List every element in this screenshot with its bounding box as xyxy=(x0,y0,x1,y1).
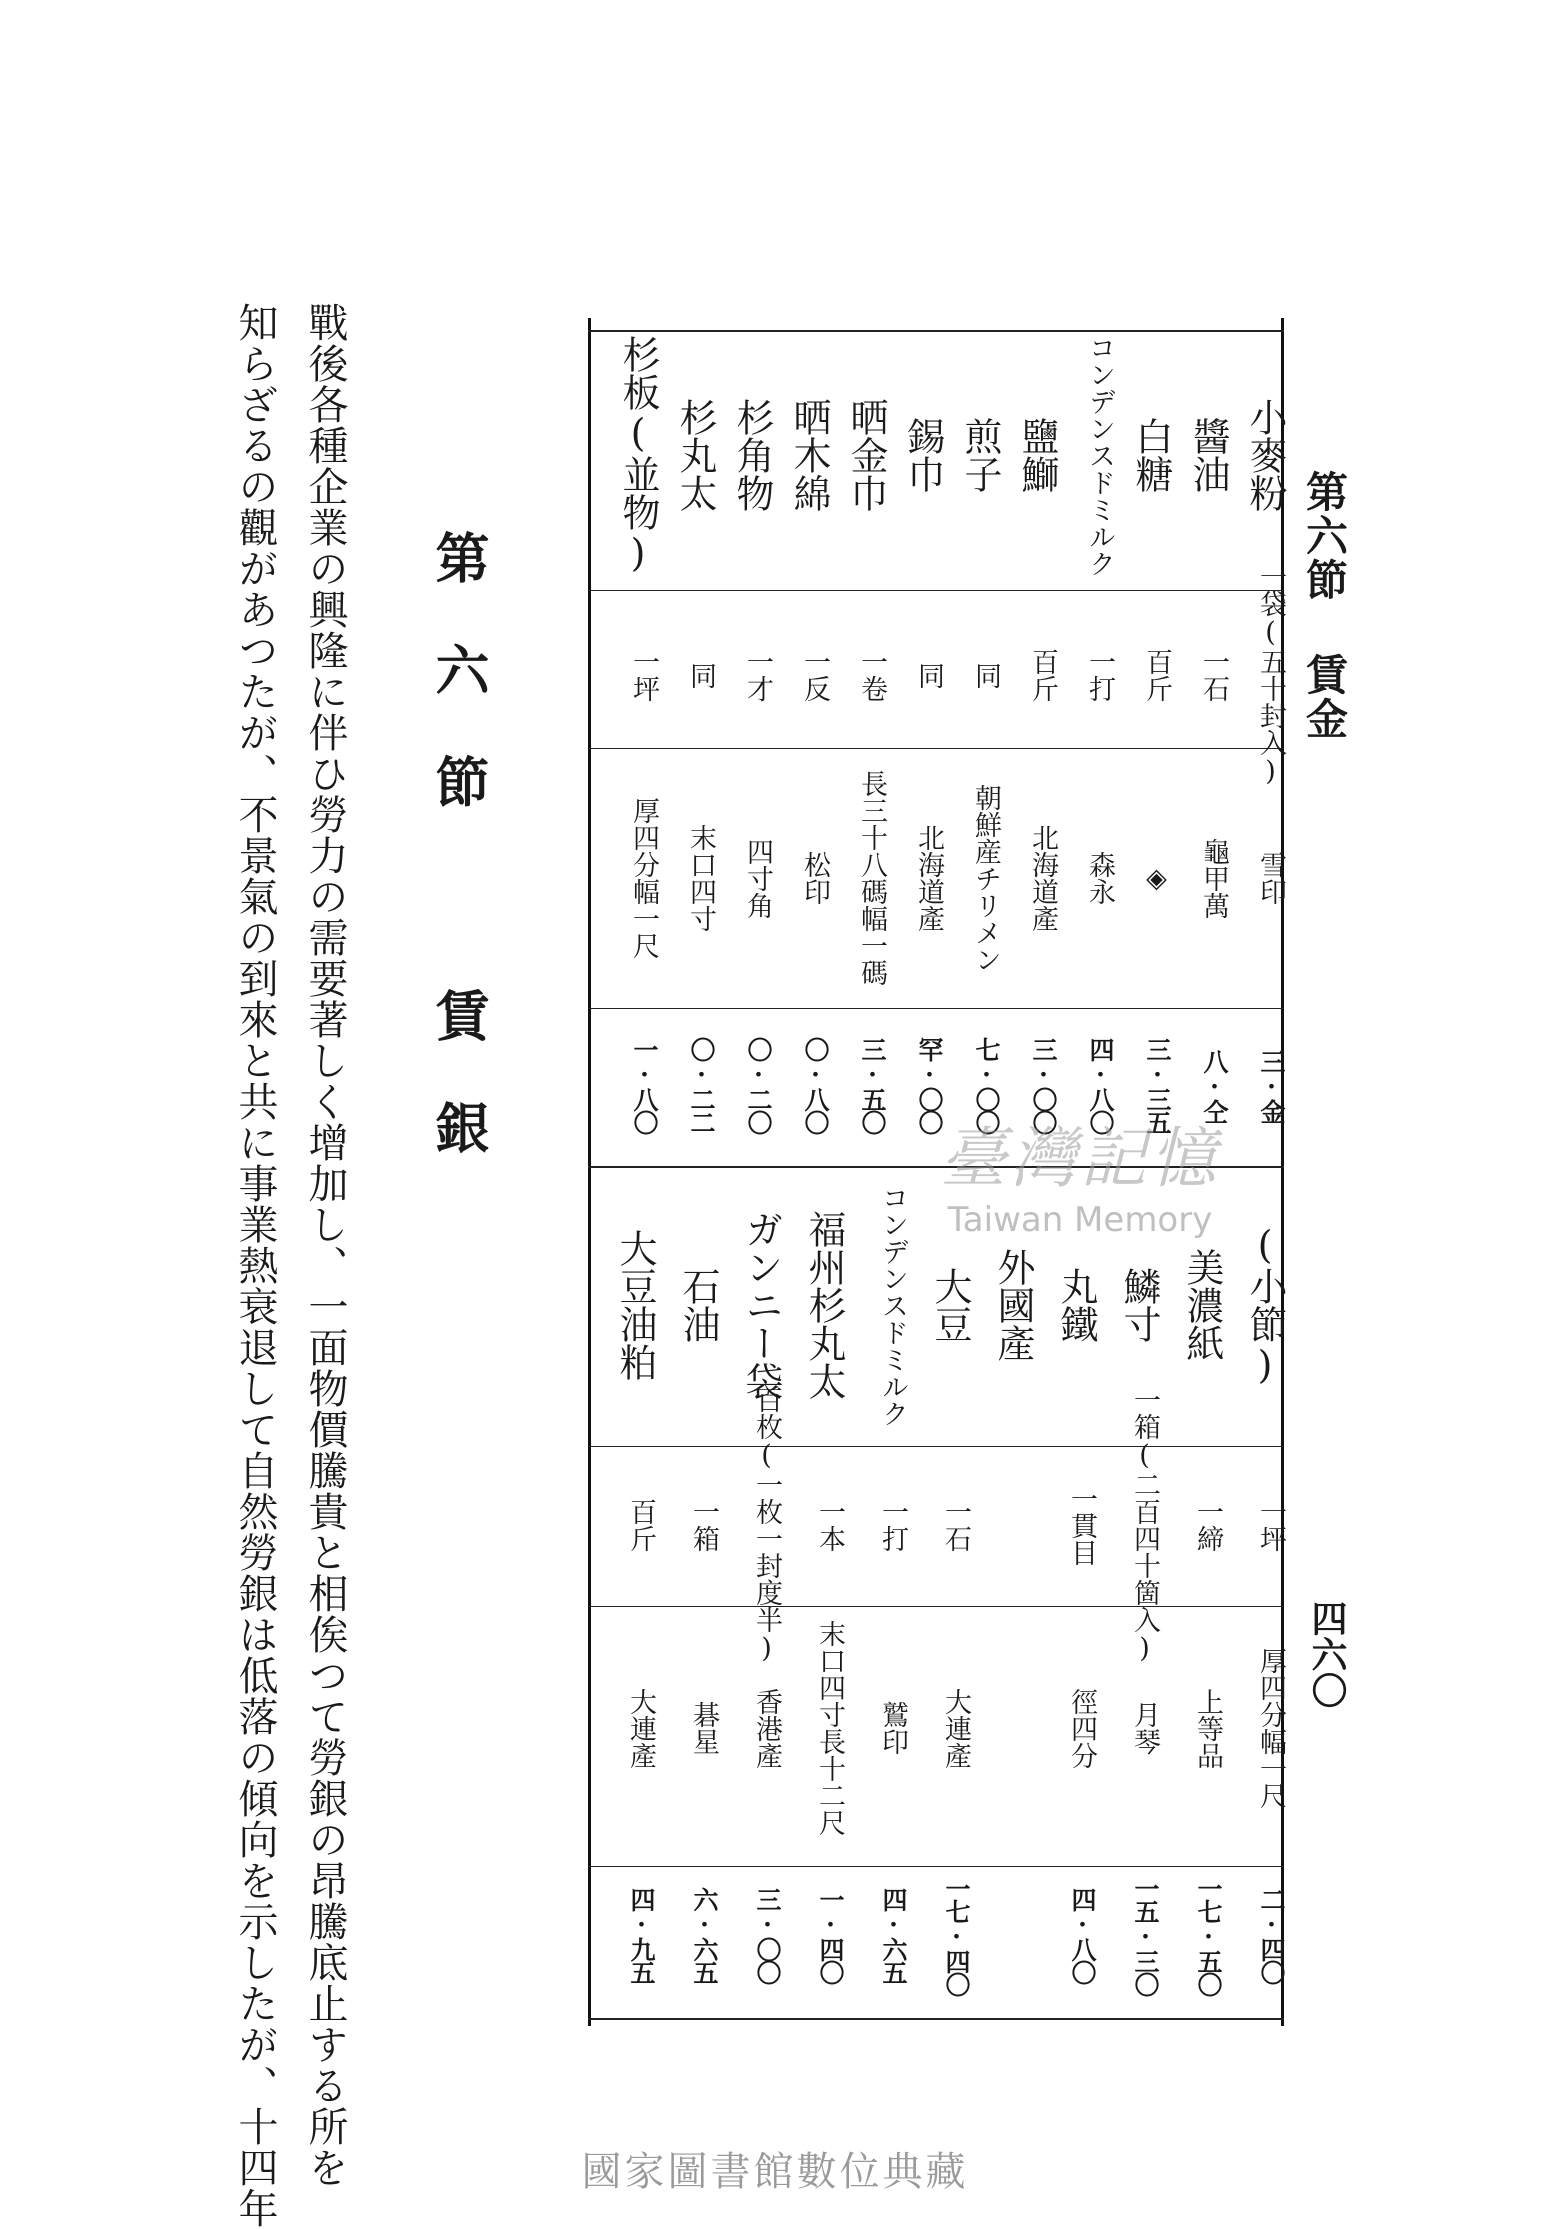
item-price: 八·仝 xyxy=(1200,1048,1229,1122)
item-unit: 百斤 xyxy=(625,1498,656,1552)
item-brand: 大連產 xyxy=(625,1687,656,1769)
item-price: 一七·五〇 xyxy=(1194,1875,1223,1995)
running-head: 第六節 賃金 xyxy=(1300,470,1349,741)
item-unit: 一反 xyxy=(799,648,830,702)
item-price: 〇·八〇 xyxy=(801,1037,830,1133)
item-name: 鹽鰤 xyxy=(1015,417,1059,493)
item-name: コンデンスドミルク xyxy=(877,1183,908,1427)
table-row xyxy=(1053,330,1113,1160)
item-name: 福州杉丸太 xyxy=(802,1210,846,1400)
item-name: 大豆 xyxy=(928,1267,972,1343)
table-row xyxy=(882,330,945,1160)
item-unit: 一箱 xyxy=(688,1498,719,1552)
page-number: 四六〇 xyxy=(1306,1600,1348,1708)
item-unit: 一締 xyxy=(1192,1498,1223,1552)
item-brand: 上等品 xyxy=(1192,1687,1223,1769)
item-unit: 一袋(五十封入) xyxy=(1255,563,1286,787)
item-price: 三·五〇 xyxy=(858,1037,887,1133)
item-price: 四·八〇 xyxy=(1068,1887,1097,1983)
item-price: 一·四〇 xyxy=(816,1887,845,1983)
table-lower-half xyxy=(588,1180,1287,2015)
item-price: 一七·四〇 xyxy=(942,1875,971,1995)
item-brand: 松印 xyxy=(799,851,830,905)
item-unit: 一坪 xyxy=(628,648,659,702)
item-name: 杉丸太 xyxy=(673,398,717,512)
item-price: 〇·二二 xyxy=(687,1037,716,1133)
item-name: 美濃紙 xyxy=(1180,1248,1224,1362)
item-price: 四·八〇 xyxy=(1086,1037,1115,1133)
item-name: 錫巾 xyxy=(901,417,945,493)
item-unit: 一打 xyxy=(1084,648,1115,702)
item-unit: 一才 xyxy=(742,648,773,702)
item-name: ガンニー袋 xyxy=(739,1210,783,1400)
table-middle-rule xyxy=(588,1166,1284,1168)
item-price: 三·〇〇 xyxy=(1029,1037,1058,1133)
item-price: 三·金 xyxy=(1257,1048,1286,1122)
price-table xyxy=(588,318,1287,2026)
item-brand: 末口四寸 xyxy=(685,824,716,932)
table-row xyxy=(711,330,774,1160)
item-brand: 四寸角 xyxy=(742,837,773,919)
item-unit: 一貫目 xyxy=(1066,1484,1097,1566)
item-name: (小節) xyxy=(1243,1223,1287,1387)
item-unit: 一石 xyxy=(940,1498,971,1552)
item-brand: 香港產 xyxy=(751,1687,782,1769)
item-name: 鱗寸 xyxy=(1117,1267,1161,1343)
item-name: 杉板(並物) xyxy=(616,335,660,575)
item-name: 外國產 xyxy=(991,1248,1035,1362)
item-unit: 一坪 xyxy=(1255,1498,1286,1552)
item-brand: 北海道產 xyxy=(1027,824,1058,932)
item-name: 醬油 xyxy=(1186,417,1230,493)
watermark-title: 臺灣記憶 xyxy=(940,1120,1220,1197)
item-price: 六·六五 xyxy=(690,1887,719,1983)
item-brand: 龜甲萬 xyxy=(1198,837,1229,919)
table-row xyxy=(594,1180,657,2015)
item-unit: 一本 xyxy=(814,1498,845,1552)
item-price: 四·六五 xyxy=(879,1887,908,1983)
item-price: 七·〇〇 xyxy=(972,1037,1001,1133)
item-price: 四·九五 xyxy=(627,1887,656,1983)
table-row xyxy=(1224,1180,1287,2015)
table-row xyxy=(825,330,888,1160)
item-price: 三·三五 xyxy=(1143,1037,1172,1133)
item-unit: 同 xyxy=(685,661,716,689)
item-unit: 百斤 xyxy=(1027,648,1058,702)
table-row xyxy=(783,1180,846,2015)
item-unit: 一打 xyxy=(877,1498,908,1552)
item-unit: 一箱(二百四十箇入) xyxy=(1129,1386,1160,1664)
table-row xyxy=(654,330,717,1160)
item-name: 晒金巾 xyxy=(844,398,888,512)
item-unit: 同 xyxy=(913,661,944,689)
table-row xyxy=(768,330,831,1160)
item-brand: 長三十八碼幅一碼 xyxy=(856,770,887,986)
item-unit xyxy=(972,1450,1032,1600)
watermark-subtitle: Taiwan Memory xyxy=(947,1200,1213,1240)
item-price: 三·〇〇 xyxy=(753,1887,782,1983)
table-row xyxy=(846,1180,906,2015)
footer-credit: 國家圖書館數位典藏 xyxy=(581,2149,969,2195)
item-price: 一·八〇 xyxy=(630,1037,659,1133)
item-unit: 同 xyxy=(970,661,1001,689)
item-brand: 月琴 xyxy=(1129,1701,1160,1755)
item-brand: 朝鮮産チリメン xyxy=(970,783,1001,973)
section-heading: 第六節 賃銀 xyxy=(427,530,491,1212)
item-name: 晒木綿 xyxy=(787,398,831,512)
item-brand: 徑四分 xyxy=(1066,1687,1097,1769)
item-price: 一五·三〇 xyxy=(1131,1875,1160,1995)
table-row xyxy=(597,330,660,1160)
item-name: 杉角物 xyxy=(730,398,774,512)
table-row xyxy=(1167,330,1230,1160)
item-unit: 百斤 xyxy=(1141,648,1172,702)
item-price: 罕·〇〇 xyxy=(915,1037,944,1133)
item-brand xyxy=(972,1608,1032,1848)
item-name: 大豆油粕 xyxy=(613,1229,657,1381)
table-row xyxy=(1035,1180,1098,2015)
item-brand: 鷲印 xyxy=(877,1701,908,1755)
item-name: 小麥粉 xyxy=(1243,398,1287,512)
item-brand: 碁星 xyxy=(688,1701,719,1755)
item-name: 煎子 xyxy=(958,417,1002,493)
item-name: 丸鐵 xyxy=(1054,1267,1098,1343)
table-row xyxy=(972,1180,1035,2015)
item-brand: 北海道產 xyxy=(913,824,944,932)
table-row xyxy=(996,330,1059,1160)
item-brand: 雪印 xyxy=(1255,851,1286,905)
item-price xyxy=(972,1870,1032,2000)
item-unit: 一石 xyxy=(1198,648,1229,702)
table-row xyxy=(720,1180,783,2015)
item-brand: 厚四分幅一尺 xyxy=(1255,1647,1286,1809)
item-brand: 森永 xyxy=(1084,851,1115,905)
item-brand: 厚四分幅一尺 xyxy=(628,797,659,959)
table-row xyxy=(909,1180,972,2015)
item-unit: 百枚(一枚一封度半) xyxy=(751,1386,782,1664)
table-row xyxy=(939,330,1002,1160)
table-row xyxy=(1161,1180,1224,2015)
item-name: 石油 xyxy=(676,1267,720,1343)
item-unit: 一卷 xyxy=(856,648,887,702)
table-bottom-rule xyxy=(588,2018,1284,2020)
table-row xyxy=(657,1180,720,2015)
item-brand: ◈ xyxy=(1141,862,1172,894)
body-text-line: 知らざるの觀があつたが、不景氣の到來と共に事業熱衰退して自然勞銀は低落の傾向を示したが、十四年 xyxy=(232,302,278,2229)
item-price: 二·四〇 xyxy=(1257,1887,1286,1983)
item-price: 〇·二〇 xyxy=(744,1037,773,1133)
table-row xyxy=(1224,330,1287,1160)
table-row xyxy=(1098,1180,1161,2015)
item-name: コンデンスドミルク xyxy=(1084,333,1115,577)
item-brand: 大連產 xyxy=(940,1687,971,1769)
body-text-line: 戰後各種企業の興隆に伴ひ勞力の需要著しく增加し、一面物價騰貴と相俟つて勞銀の昂騰底止する所を xyxy=(302,302,348,2188)
item-name: 白糖 xyxy=(1129,417,1173,493)
table-upper-half xyxy=(588,330,1287,1160)
table-row xyxy=(1110,330,1173,1160)
item-brand: 末口四寸長十二尺 xyxy=(814,1620,845,1836)
